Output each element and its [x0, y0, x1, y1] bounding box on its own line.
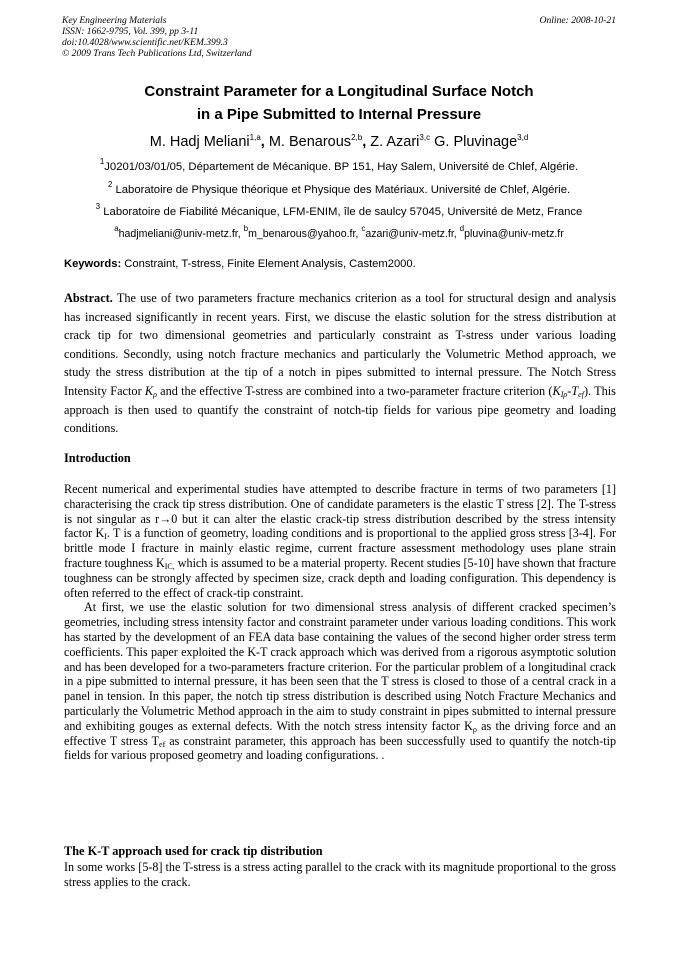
subscript: I [104, 532, 107, 542]
author-list [20, 129, 658, 151]
paper-title-line-2: in a Pipe Submitted to Internal Pressure [196, 106, 482, 123]
author-separator: , [362, 134, 371, 150]
doi-line: doi:10.4028/www.scientific.net/KEM.399.3 [62, 37, 228, 48]
online-date: Online: 2008-10-21 [539, 15, 616, 26]
email-sup: c [361, 224, 366, 233]
intro-paragraph-2 [64, 600, 616, 763]
section-heading-introduction: Introduction [64, 451, 131, 465]
subscript: IC, [164, 561, 175, 571]
journal-header [62, 15, 616, 59]
introduction-body [64, 482, 616, 763]
author-sup: 3,c [419, 133, 431, 142]
keywords-line [64, 257, 620, 271]
email-list [20, 222, 658, 241]
keywords-text: Constraint, T-stress, Finite Element Analysis, Castem2000. [121, 258, 416, 270]
paragraph-text: . T is a function of geometry, loading conditions and is proportional to the applied gross stress [3-4]. For brittle mode I fracture in mainly elastic regime, current fracture assessment methodology uses plane strain fracture toughness K [64, 526, 616, 570]
section-heading-kt-approach: The K-T approach used for crack tip distribution [64, 844, 323, 858]
email-address: m_benarous@yahoo.fr, [248, 228, 362, 240]
kt-body [64, 860, 616, 890]
author-sup: 3,d [517, 133, 529, 142]
affiliation-3 [20, 200, 658, 219]
author-sup: 2,b [351, 133, 363, 142]
symbol-sub: ρ [153, 389, 157, 399]
affiliation-sup: 1 [99, 157, 105, 166]
email-sup: d [459, 224, 465, 233]
subscript: ef [159, 739, 166, 749]
abstract-paragraph [64, 289, 616, 438]
symbol-sub: Iρ [560, 389, 568, 399]
email-address: pluvina@univ-metz.fr [464, 228, 564, 240]
abstract-text: The use of two parameters fracture mechanics criterion as a tool for structural design and analysis has increased significantly in recent years. First, we discuse the elastic solution for the stress distribution at crack tip for two dimensional geometries and particularly constraint as T-stress under various loading conditions. Secondly, using notch fracture mechanics and particularly the Volumetric Method approach, we study the stress distribution at the tip of a notch in pipes submitted to internal pressure. The Notch Stress Intensity Factor [64, 291, 616, 398]
issn-line: ISSN: 1662-9795, Vol. 399, pp 3-11 [62, 26, 199, 37]
affiliation-1 [20, 155, 658, 174]
author-sup: 1,a [249, 133, 261, 142]
email-address: hadjmeliani@univ-metz.fr, [118, 228, 244, 240]
abstract-label: Abstract. [64, 291, 113, 305]
email-sup: a [114, 224, 119, 233]
affiliation-text: J0201/03/01/05, Département de Mécanique. BP 151, Hay Salem, Université de Chlef, Algérie. [104, 161, 579, 173]
author-name: Z. Azari [370, 134, 420, 150]
symbol-dash: - [567, 383, 572, 398]
paragraph-text: which is assumed to be a material property. Recent studies [5-10] have shown that fracture toughness can be strongly affected by specimen size, crack depth and loading configuration. This dependency is often referred to the effect of crack-tip constraint. [64, 555, 617, 600]
paragraph-text: Recent numerical and experimental studies have attempted to describe fracture in terms of two parameters [1] characterising the crack tip stress distribution. One of candidate parameters is the elastic T stress [2]. The T-stress is not singular as r→0 but it can alter the elastic crack-tip stress distribution described by the stress intensity factor K [64, 482, 616, 541]
affiliation-text: Laboratoire de Fiabilité Mécanique, LFM-ENIM, île de saulcy 57045, Université de Metz, France [100, 206, 583, 218]
author-name: M. Benarous [268, 134, 352, 150]
author-name: G. Pluvinage [434, 134, 518, 150]
affiliation-text: Laboratoire de Physique théorique et Physique des Matériaux. Université de Chlef, Algérie. [112, 184, 571, 196]
intro-paragraph-1 [64, 482, 616, 600]
kt-paragraph-1: In some works [5-8] the T-stress is a stress acting parallel to the crack with its magnitude proportional to the gross stress applies to the crack. [64, 860, 616, 889]
journal-name: Key Engineering Materials [62, 15, 167, 26]
paragraph-text: as constraint parameter, this approach has been successfully used to quantify the notch-tip fields for various proposed geometry and loading configurations. . [64, 733, 616, 763]
abstract-text: and the effective T-stress are combined into a two-parameter fracture criterion ( [156, 383, 553, 398]
author-separator: , [260, 134, 269, 150]
email-sup: b [243, 224, 249, 233]
affiliation-2 [20, 178, 658, 197]
paragraph-text: as the driving force and an effective T stress T [64, 718, 616, 748]
email-address: azari@univ-metz.fr, [365, 228, 460, 240]
abstract-text: ). This approach is then used to quantify the constraint of notch-tip fields for various pipe geometry and loading conditions. [64, 383, 616, 436]
symbol-sub: ef [578, 389, 584, 399]
subscript: ρ [472, 724, 477, 734]
affiliation-sup: 2 [107, 180, 113, 189]
symbol-k: K [144, 383, 154, 398]
symbol-k: K [552, 383, 561, 398]
copyright-line: © 2009 Trans Tech Publications Ltd, Switzerland [62, 48, 252, 59]
paper-title-line-1: Constraint Parameter for a Longitudinal Surface Notch [144, 83, 534, 100]
keywords-label: Keywords: [64, 258, 122, 270]
author-name: M. Hadj Meliani [149, 134, 250, 150]
paragraph-text: At first, we use the elastic solution for two dimensional stress analysis of different cracked specimen’s geometries, including stress intensity factor and constraint parameter under various loading conditions. This work has started by the development of an FEA data base containing the values of the second higher order stress term coefficients. This paper exploited the K-T crack approach which was derived from a rigorous asymptotic solution and has been developed for a two-parameters fracture criterion. For the particular problem of a longitudinal crack in a pipe submitted to internal pressure, it has been seen that the T stress is closed to those of a central crack in a panel in tension. In this paper, the notch tip stress distribution is described using Notch Fracture Mechanics and particularly the Volumetric Method approach in the aim to study constraint in pipes submitted to internal pressure and exhibiting gouges as external defects. With the notch stress intensity factor K [64, 600, 616, 733]
affiliation-sup: 3 [95, 202, 101, 211]
symbol-t: T [571, 383, 579, 398]
